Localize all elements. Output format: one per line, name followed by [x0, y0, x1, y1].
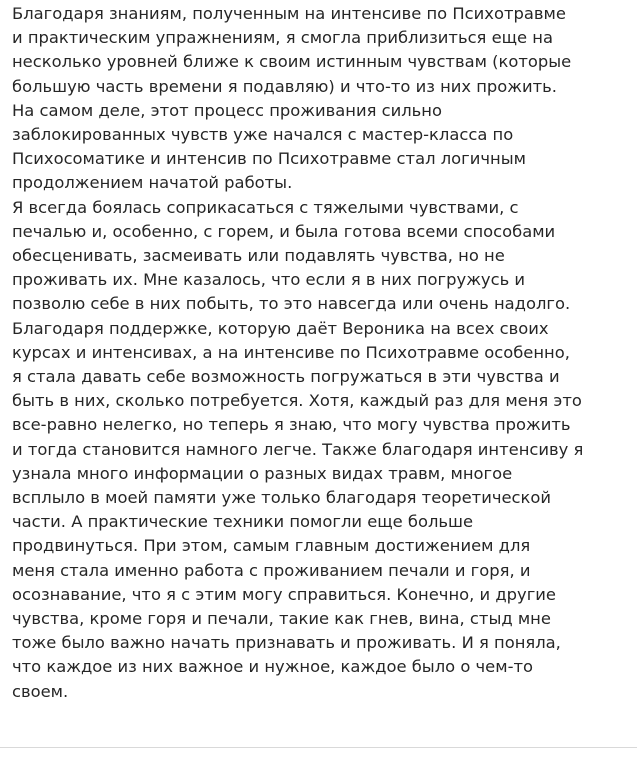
review-line: всплыло в моей памяти уже только благодаря теоретической	[12, 488, 552, 508]
review-line: печалью и, особенно, с горем, и была готова всеми способами	[12, 221, 556, 241]
review-line: чувства, кроме горя и печали, такие как гнев, вина, стыд мне	[12, 609, 551, 629]
review-line: продвинуться. При этом, самым главным достижением для	[12, 536, 531, 556]
review-line: проживать их. Мне казалось, что если я в них погружусь и	[12, 270, 526, 290]
review-line: и практическим упражнениям, я смогла приблизиться еще на	[12, 28, 553, 48]
review-line: я стала давать себе возможность погружаться в эти чувства и	[12, 367, 560, 387]
bottom-divider	[0, 747, 637, 748]
review-line: На самом деле, этот процесс проживания сильно	[12, 100, 442, 120]
review-line: что каждое из них важное и нужное, каждое было о чем-то	[12, 657, 533, 677]
review-line: курсах и интенсивах, а на интенсиве по Психотравме особенно,	[12, 342, 570, 362]
review-line: обесценивать, засмеивать или подавлять чувства, но не	[12, 246, 505, 266]
review-text	[12, 2, 634, 704]
review-line: тоже было важно начать признавать и проживать. И я поняла,	[12, 633, 561, 653]
review-line: позволю себе в них побыть, то это навсегда или очень надолго.	[12, 294, 571, 314]
review-line: части. А практические техники помогли еще больше	[12, 512, 474, 532]
review-line: несколько уровней ближе к своим истинным чувствам (которые	[12, 52, 572, 72]
review-line: Я всегда боялась соприкасаться с тяжелыми чувствами, с	[12, 197, 519, 217]
review-line: продолжением начатой работы.	[12, 173, 293, 193]
review-line: и тогда становится намного легче. Также благодаря интенсиву я	[12, 439, 584, 459]
review-line: быть в них, сколько потребуется. Хотя, каждый раз для меня это	[12, 391, 582, 411]
review-line: своем.	[12, 681, 69, 701]
review-line: Благодаря поддержке, которую даёт Вероника на всех своих	[12, 318, 549, 338]
review-line: Благодаря знаниям, полученным на интенсиве по Психотравме	[12, 4, 566, 23]
review-line: заблокированных чувств уже начался с мастер-класса по	[12, 125, 514, 145]
review-line: все-равно нелегко, но теперь я знаю, что могу чувства прожить	[12, 415, 571, 435]
review-line: осознавание, что я с этим могу справиться. Конечно, и другие	[12, 584, 556, 604]
review-line: Психосоматике и интенсив по Психотравме стал логичным	[12, 149, 526, 169]
review-line: большую часть времени я подавляю) и что-то из них прожить.	[12, 76, 558, 96]
review-line: меня стала именно работа с проживанием печали и горя, и	[12, 560, 531, 580]
review-line: узнала много информации о разных видах травм, многое	[12, 463, 513, 483]
